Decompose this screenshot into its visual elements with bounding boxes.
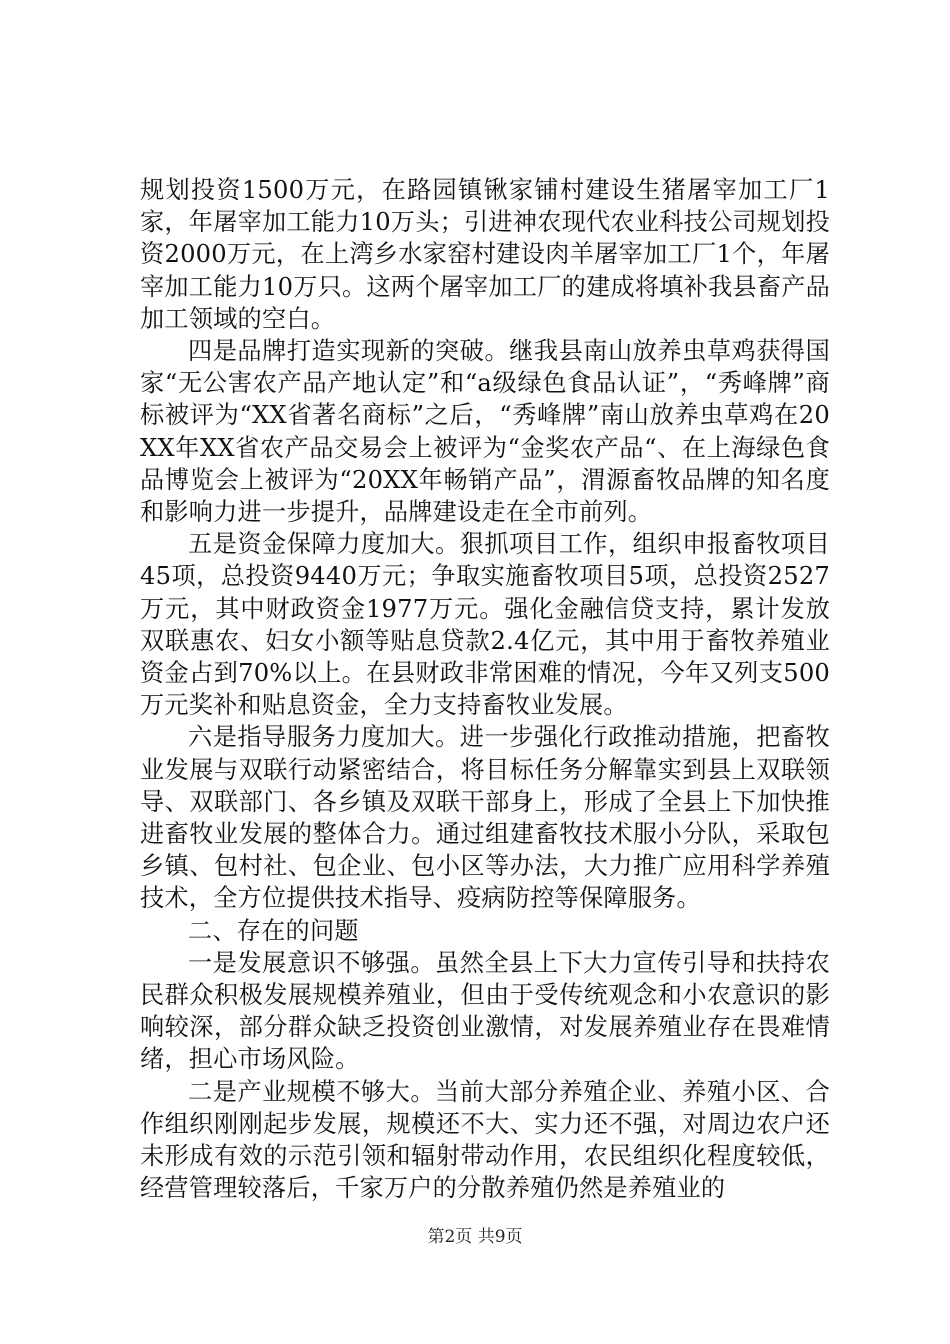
document-body [140,174,830,1205]
paragraph-4: 六是指导服务力度加大。进一步强化行政推动措施，把畜牧业发展与双联行动紧密结合，将目标任务分解靠实到县上双联领导、双联部门、各乡镇及双联干部身上，形成了全县上下加快推进畜牧业发展的整体合力。通过组建畜牧技术服小分队，采取包乡镇、包村社、包企业、包小区等办法，大力推广应用科学养殖技术，全方位提供技术指导、疫病防控等保障服务。 [140,723,830,913]
section-heading: 二、存在的问题 [188,916,359,945]
page-number-footer: 第2页 共9页 [427,1227,523,1247]
paragraph-2: 四是品牌打造实现新的突破。继我县南山放养虫草鸡获得国家“无公害农产品产地认定”和“a级绿色食品认证”，“秀峰牌”商标被评为“XX省著名商标”之后，“秀峰牌”南山放养虫草鸡在20XX年XX省农产品交易会上被评为“金奖农产品“、在上海绿色食品博览会上被评为“20XX年畅销产品”，渭源畜牧品牌的知名度和影响力进一步提升，品牌建设走在全市前列。 [140,337,830,527]
paragraph-6: 二是产业规模不够大。当前大部分养殖企业、养殖小区、合作组织刚刚起步发展，规模还不大、实力还不强，对周边农户还未形成有效的示范引领和辐射带动作用，农民组织化程度较低，经营管理较落后，千家万户的分散养殖仍然是养殖业的 [140,1077,830,1203]
paragraph-5: 一是发展意识不够强。虽然全县上下大力宣传引导和扶持农民群众积极发展规模养殖业，但由于受传统观念和小农意识的影响较深，部分群众缺乏投资创业激情，对发展养殖业存在畏难情绪，担心市场风险。 [140,948,830,1074]
paragraph-1: 规划投资1500万元，在路园镇锹家铺村建设生猪屠宰加工厂1家，年屠宰加工能力10万头；引进神农现代农业科技公司规划投资2000万元，在上湾乡水家窑村建设肉羊屠宰加工厂1个，年屠宰加工能力10万只。这两个屠宰加工厂的建成将填补我县畜产品加工领域的空白。 [140,176,830,333]
paragraph-3: 五是资金保障力度加大。狠抓项目工作，组织申报畜牧项目45项，总投资9440万元；争取实施畜牧项目5项，总投资2527万元，其中财政资金1977万元。强化金融信贷支持，累计发放双联惠农、妇女小额等贴息贷款2.4亿元，其中用于畜牧养殖业资金占到70%以上。在县财政非常困难的情况，今年又列支500万元奖补和贴息资金，全力支持畜牧业发展。 [140,530,830,720]
